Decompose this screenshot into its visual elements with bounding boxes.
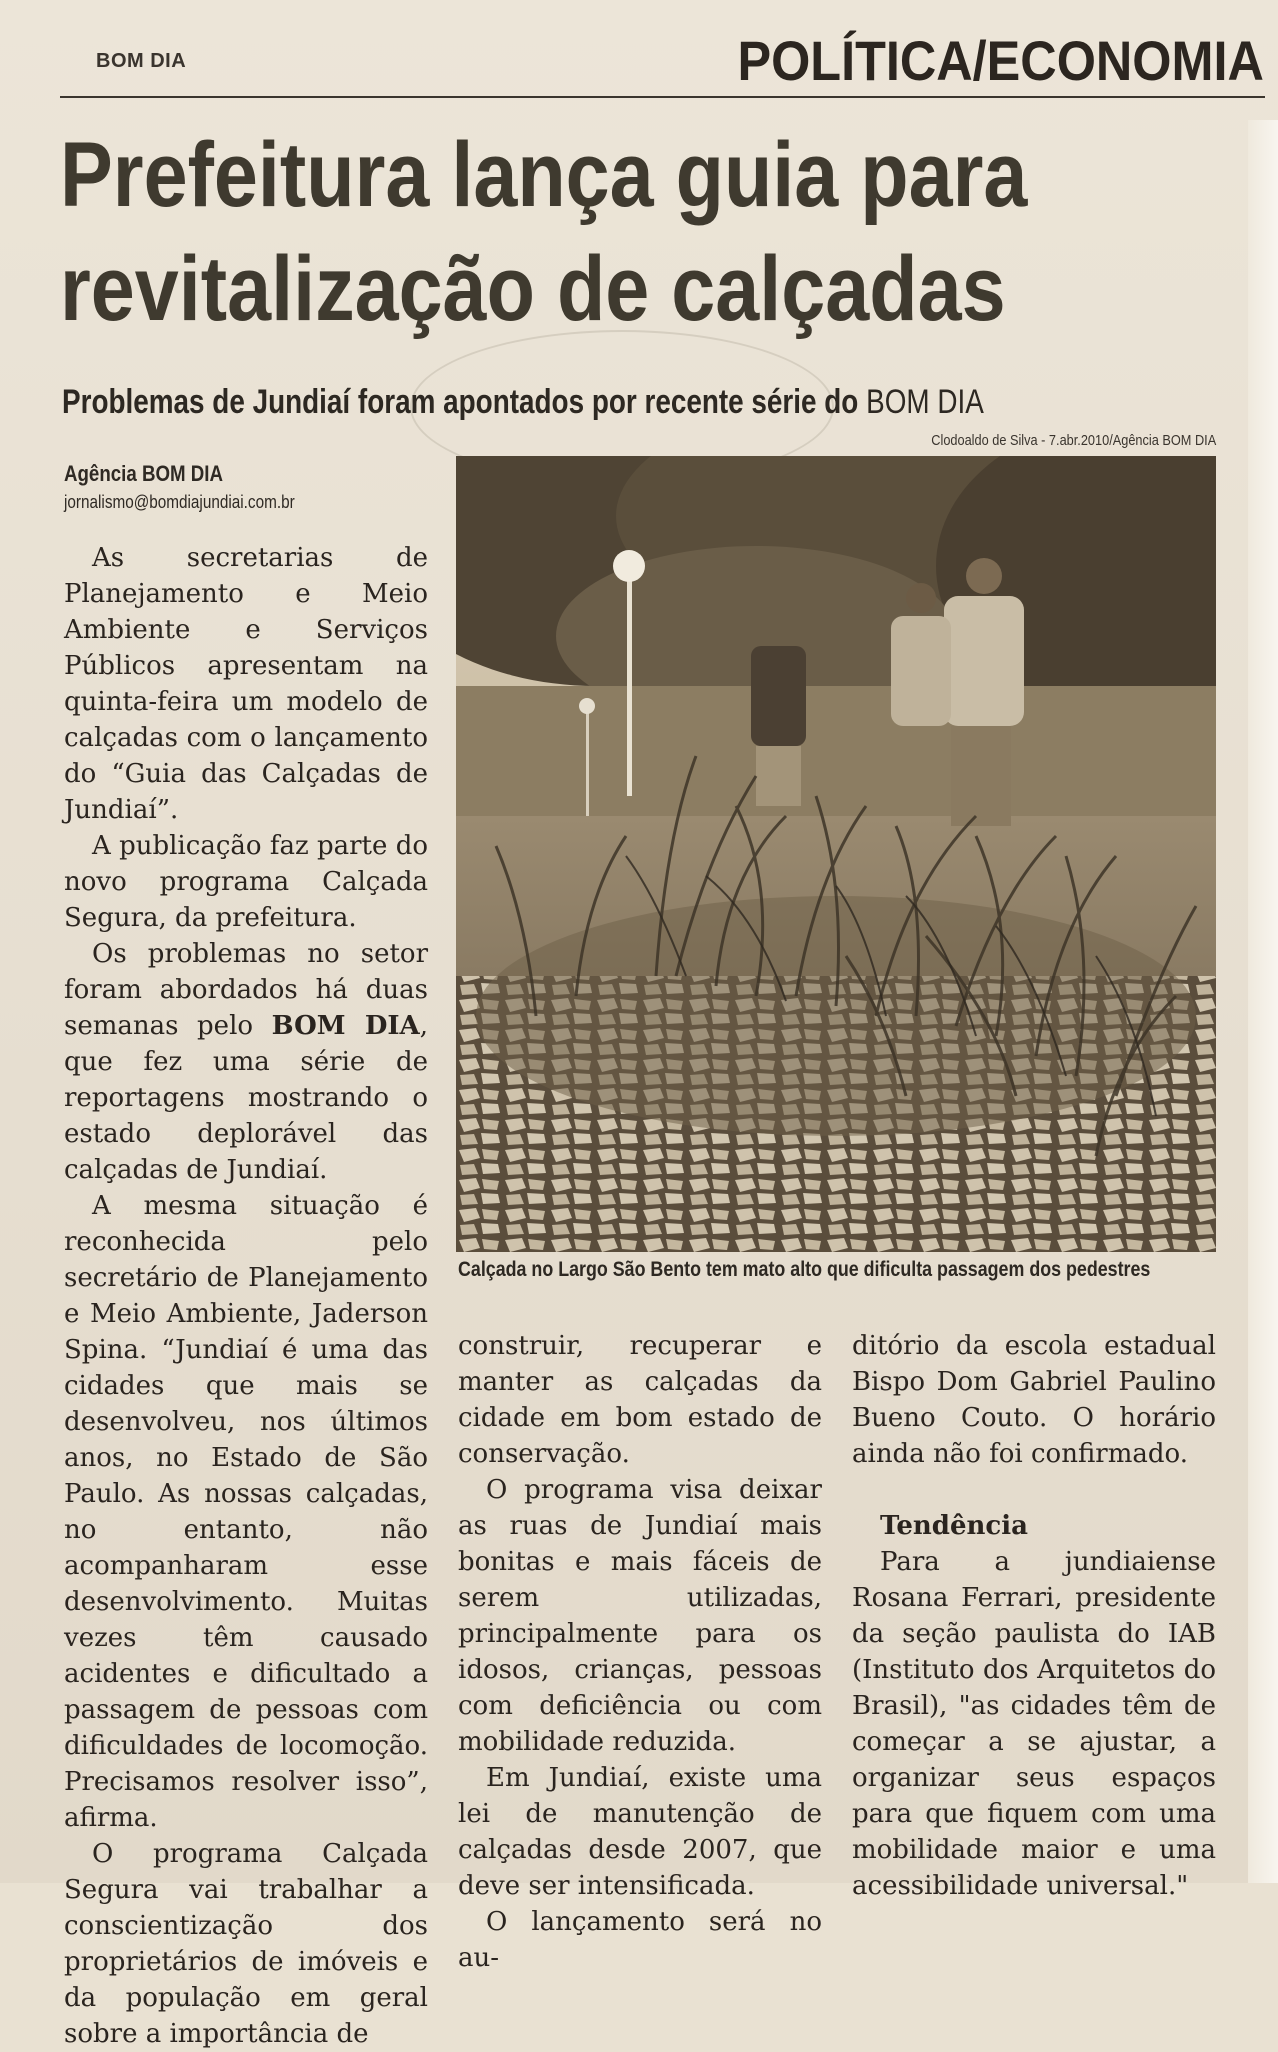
paragraph: O programa visa deixar as ruas de Jundiaí mais bonitas e mais fáceis de serem utilizadas, principalmente para os idosos, crianças, pessoas com deficiência ou com mobilidade reduzida.: [458, 1475, 822, 1757]
subheadline-text: Problemas de Jundiaí foram apontados por recente série do: [62, 383, 859, 421]
author-email: jornalismo@bomdiajundiai.com.br: [64, 492, 295, 512]
headline-line-2: revitalização de calçadas: [60, 238, 1006, 340]
article-column-3: [852, 1328, 1216, 1904]
paragraph: O programa Calçada Segura vai trabalhar a conscientização dos proprietários de imóveis e da população em geral sobre a importância de: [64, 1839, 428, 2049]
person-figure: [751, 646, 806, 806]
headline-line-1: Prefeitura lança guia para: [60, 124, 1028, 226]
paragraph: O lançamento será no au-: [458, 1907, 822, 1973]
paragraph: [64, 936, 428, 1188]
paragraph: A mesma situação é reconhecida pelo secretário de Planejamento e Meio Ambiente, Jaderson Spina. “Jundiaí é uma das cidades que mais se desenvolveu, nos últimos anos, no Estado de São Paulo. As nossas calçadas, no entanto, não acompanharam esse desenvolvimento. Muitas vezes têm causado acidentes e dificultado a passagem de pessoas com dificuldades de locomoção. Precisamos resolver isso”, afirma.: [64, 1191, 428, 1833]
subheadline: [62, 383, 984, 422]
page-edge: [1248, 120, 1278, 1883]
paragraph-text: Os problemas no setor foram abordados há duas semanas pelo: [64, 939, 428, 1041]
article-column-2: [458, 1328, 822, 1976]
paragraph: A publicação faz parte do novo programa Calçada Segura, da prefeitura.: [64, 831, 428, 933]
section-subtitle: Tendência: [880, 1511, 1028, 1541]
news-photo: [456, 456, 1216, 1252]
paragraph: construir, recuperar e manter as calçadas da cidade em bom estado de conservação.: [458, 1331, 822, 1469]
paragraph: As secretarias de Planejamento e Meio Ambiente e Serviços Públicos apresentam na quinta-feira um modelo de calçadas com o lançamento do “Guia das Calçadas de Jundiaí”.: [64, 543, 428, 825]
header-rule: [60, 96, 1265, 98]
paragraph-brand: BOM DIA: [271, 1011, 420, 1041]
section-tag: BOM DIA: [96, 50, 187, 72]
subheadline-brand: BOM DIA: [866, 383, 984, 421]
headline: [60, 118, 1092, 346]
photo-caption: Calçada no Largo São Bento tem mato alto que dificulta passagem dos pedestres: [458, 1258, 1151, 1281]
section-name: POLÍTICA/ECONOMIA: [737, 29, 1264, 92]
paragraph: Em Jundiaí, existe uma lei de manutenção de calçadas desde 2007, que deve ser intensificada.: [458, 1763, 822, 1901]
paragraph: Para a jundiaiense Rosana Ferrari, presidente da seção paulista do IAB (Instituto dos Arquitetos do Brasil), "as cidades têm de começar a se ajustar, a organizar seus espaços para que fiquem com uma mobilidade maior e uma acessibilidade universal.": [852, 1547, 1216, 1901]
spacer: [852, 1472, 1216, 1508]
article-column-1: [64, 540, 428, 2052]
photo-credit: Clodoaldo de Silva - 7.abr.2010/Agência BOM DIA: [931, 432, 1216, 449]
paragraph-text: , que fez uma série de reportagens mostrando o estado deplorável das calçadas de Jundiaí.: [64, 1011, 428, 1185]
author-byline: Agência BOM DIA: [64, 461, 223, 486]
photo-illustration: [456, 456, 1216, 1252]
paragraph: ditório da escola estadual Bispo Dom Gabriel Paulino Bueno Couto. O horário ainda não foi confirmado.: [852, 1331, 1216, 1469]
